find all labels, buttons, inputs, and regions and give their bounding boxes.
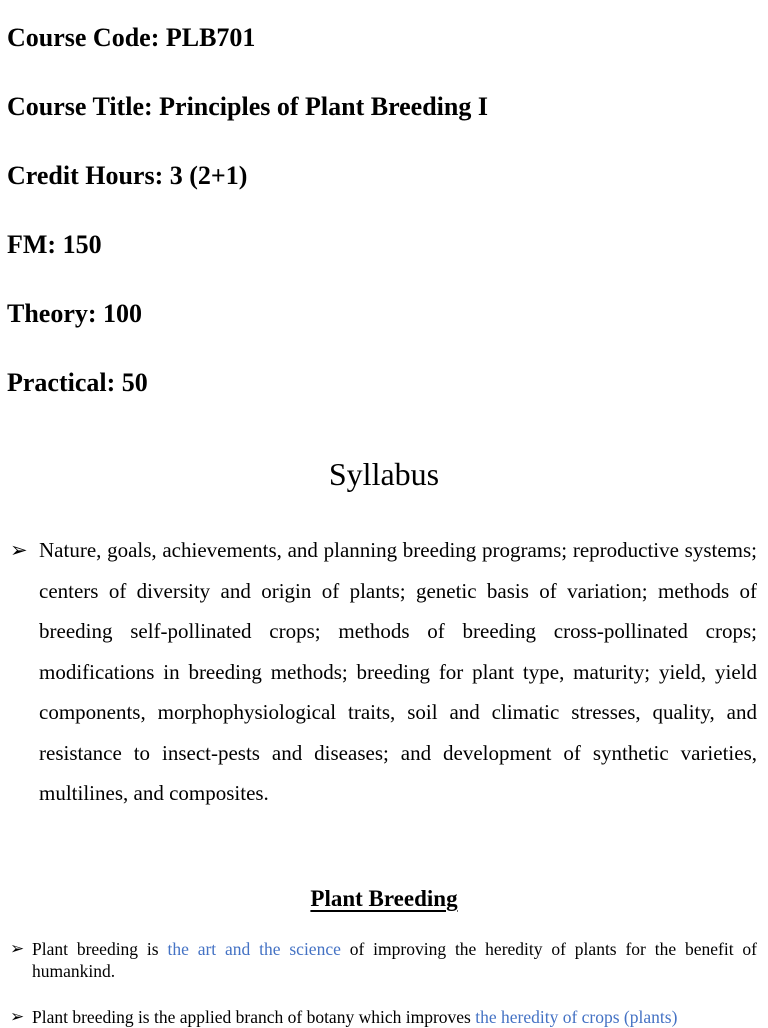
definition-text: Plant breeding is the applied branch of botany which improves (32, 1007, 476, 1027)
plant-breeding-heading: Plant Breeding (310, 886, 458, 911)
arrow-bullet-icon: ➢ (10, 939, 25, 958)
full-marks: FM: 150 (7, 230, 102, 259)
credit-hours: Credit Hours: 3 (2+1) (7, 161, 248, 190)
definition-item-1 (32, 938, 757, 982)
definition-item-2 (32, 1006, 757, 1028)
course-title: Course Title: Principles of Plant Breeding I (7, 92, 488, 121)
syllabus-heading: Syllabus (328, 456, 440, 492)
theory-marks: Theory: 100 (7, 299, 143, 328)
definition-highlight: the art and the science (167, 939, 341, 959)
syllabus-text: Nature, goals, achievements, and planning breeding programs; reproductive systems; centers of diversity and origin of plants; genetic basis of variation; methods of breeding self-pollinated crops; methods of breeding cross-pollinated crops; modifications in breeding methods; breeding for plant type, maturity; yield, yield components, morphophysiological traits, soil and climatic stresses, quality, and resistance to insect-pests and diseases; and development of synthetic varieties, multilines, and composites. (39, 538, 757, 805)
definition-text: of improving the heredity of plants for the benefit of humankind. (32, 939, 757, 981)
arrow-bullet-icon: ➢ (10, 538, 28, 562)
definition-text: Plant breeding is (32, 939, 168, 959)
definition-highlight: the heredity of crops (plants) (475, 1007, 678, 1027)
practical-marks: Practical: 50 (7, 368, 148, 397)
arrow-bullet-icon: ➢ (10, 1007, 25, 1026)
course-code: Course Code: PLB701 (7, 23, 256, 52)
